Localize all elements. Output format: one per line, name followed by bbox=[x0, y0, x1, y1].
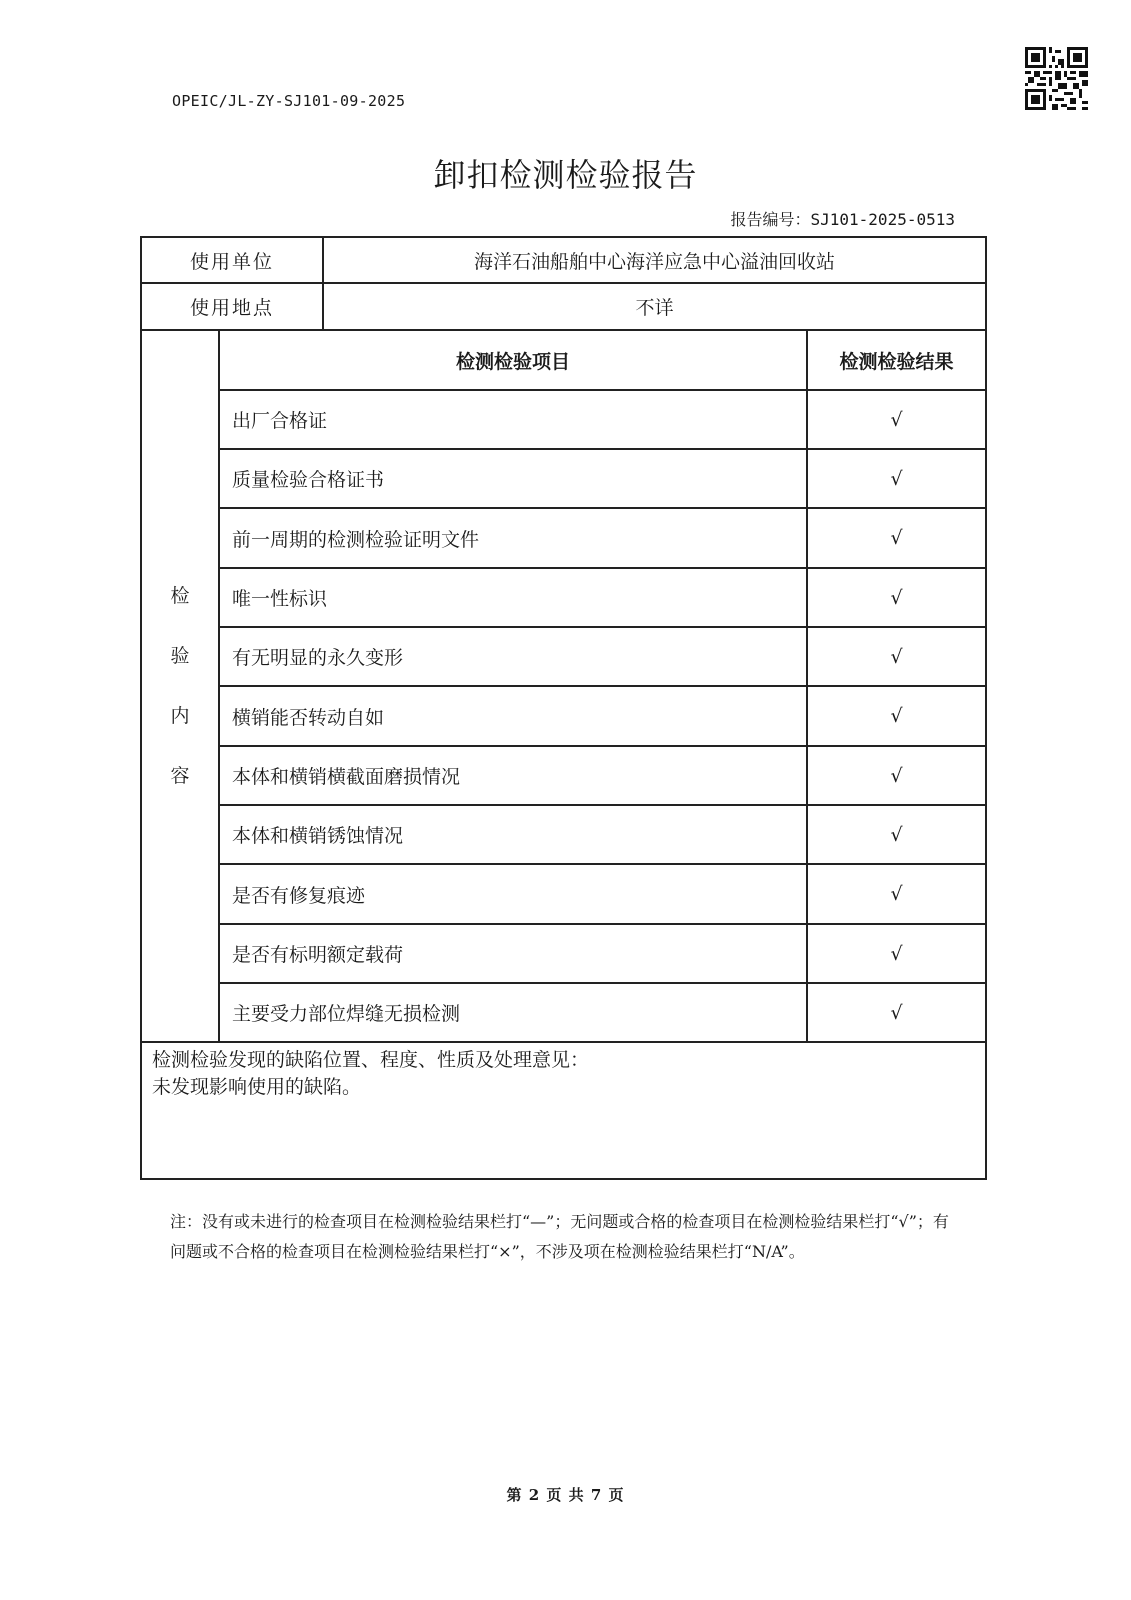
report-number-label: 报告编号： bbox=[730, 210, 811, 229]
unit-label: 使用单位 bbox=[141, 237, 323, 283]
table-row bbox=[141, 864, 986, 924]
item-cell: 有无明显的永久变形 bbox=[219, 627, 807, 686]
section-char: 内 bbox=[170, 705, 190, 727]
result-cell: √ bbox=[807, 390, 986, 449]
result-cell: √ bbox=[807, 983, 986, 1042]
table-row bbox=[141, 449, 986, 508]
table-row bbox=[141, 805, 986, 864]
result-cell: √ bbox=[807, 805, 986, 864]
result-cell: √ bbox=[807, 746, 986, 805]
result-cell: √ bbox=[807, 864, 986, 924]
page-number: 第 2 页 共 7 页 bbox=[506, 1486, 625, 1504]
location-value: 不详 bbox=[323, 283, 986, 330]
table-row bbox=[141, 983, 986, 1042]
result-cell: √ bbox=[807, 508, 986, 568]
result-cell: √ bbox=[807, 449, 986, 508]
table-row bbox=[141, 686, 986, 746]
qr-code-icon bbox=[1025, 47, 1088, 110]
item-cell: 横销能否转动自如 bbox=[219, 686, 807, 746]
table-row bbox=[141, 568, 986, 627]
column-header-item: 检测检验项目 bbox=[219, 330, 807, 390]
result-cell: √ bbox=[807, 686, 986, 746]
section-char: 容 bbox=[170, 765, 190, 787]
item-cell: 唯一性标识 bbox=[219, 568, 807, 627]
table-row bbox=[141, 508, 986, 568]
inspection-table bbox=[140, 236, 987, 1180]
item-cell: 前一周期的检测检验证明文件 bbox=[219, 508, 807, 568]
section-char: 检 bbox=[170, 585, 190, 607]
result-cell: √ bbox=[807, 924, 986, 983]
item-cell: 是否有修复痕迹 bbox=[219, 864, 807, 924]
document-code: OPEIC/JL-ZY-SJ101-09-2025 bbox=[172, 92, 406, 110]
page-title: 卸扣检测检验报告 bbox=[433, 156, 698, 194]
item-cell: 本体和横销横截面磨损情况 bbox=[219, 746, 807, 805]
findings-value: 未发现影响使用的缺陷。 bbox=[152, 1076, 362, 1098]
result-cell: √ bbox=[807, 568, 986, 627]
note-text: 注：没有或未进行的检查项目在检测检验结果栏打“—”；无问题或合格的检查项目在检测检验结果栏打“√”；有问题或不合格的检查项目在检测检验结果栏打“×”，不涉及项在检测检验结果栏打“N/A”。 bbox=[170, 1212, 949, 1261]
report-number-value: SJ101-2025-0513 bbox=[810, 210, 955, 229]
findings-cell bbox=[141, 1042, 986, 1179]
table-row bbox=[141, 627, 986, 686]
item-cell: 主要受力部位焊缝无损检测 bbox=[219, 983, 807, 1042]
table-row bbox=[141, 390, 986, 449]
inspection-content-label bbox=[141, 330, 219, 1042]
findings-label: 检测检验发现的缺陷位置、程度、性质及处理意见： bbox=[152, 1049, 590, 1071]
column-header-result: 检测检验结果 bbox=[807, 330, 986, 390]
result-cell: √ bbox=[807, 627, 986, 686]
report-number bbox=[730, 207, 955, 230]
item-cell: 质量检验合格证书 bbox=[219, 449, 807, 508]
item-cell: 是否有标明额定载荷 bbox=[219, 924, 807, 983]
unit-value: 海洋石油船舶中心海洋应急中心溢油回收站 bbox=[323, 237, 986, 283]
table-row bbox=[141, 746, 986, 805]
table-row bbox=[141, 924, 986, 983]
section-char: 验 bbox=[170, 645, 190, 667]
location-label: 使用地点 bbox=[141, 283, 323, 330]
item-cell: 本体和横销锈蚀情况 bbox=[219, 805, 807, 864]
item-cell: 出厂合格证 bbox=[219, 390, 807, 449]
